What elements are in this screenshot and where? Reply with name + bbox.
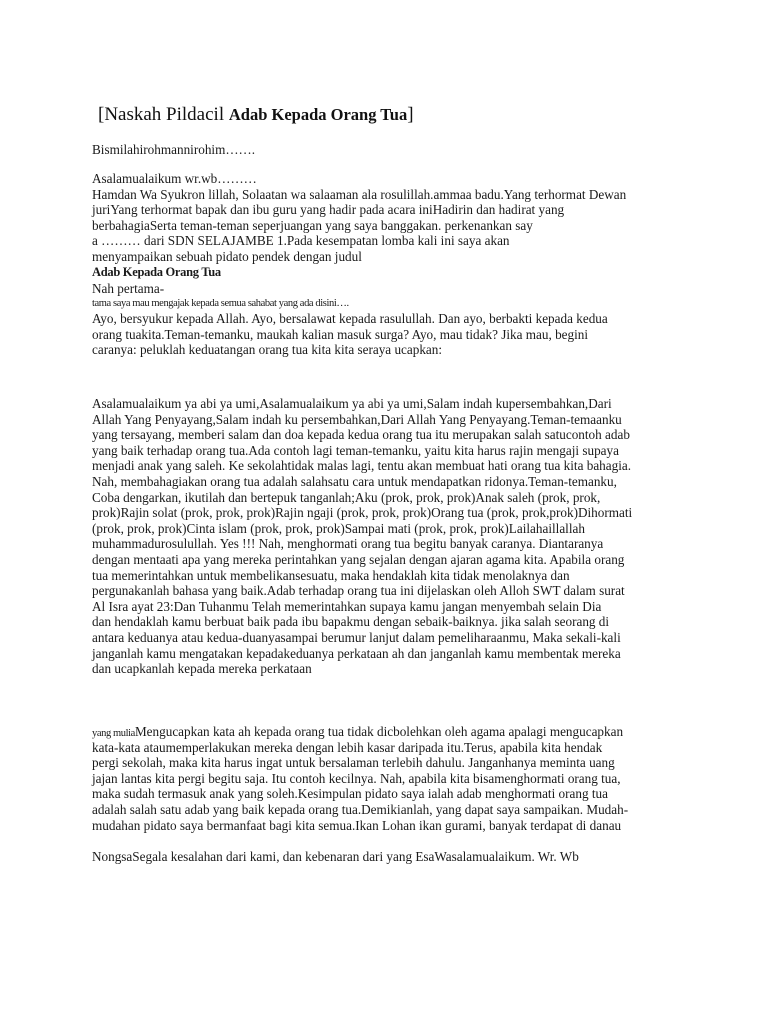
- paragraph-line: caranya: peluklah keduatangan orang tua kita kita seraya ucapkan:: [92, 342, 443, 358]
- paragraph-line: kata-kata ataumemperlakukan mereka dengan lebih kasar daripada itu.Terus, apabila kita hendak: [92, 739, 603, 755]
- paragraph-line: pergunakanlah bahasa yang baik.Adab terhadap orang tua ini dijelaskan oleh Alloh SWT dalam surat: [92, 583, 625, 599]
- title-bold: Adab Kepada Orang Tua: [228, 105, 408, 124]
- paragraph-line: muhammadurosulullah. Yes !!! Nah, menghormati orang tua begitu banyak caranya. Diantaranya: [92, 536, 604, 552]
- paragraph-4: [92, 724, 682, 833]
- title-open: [Naskah Pildacil: [98, 104, 229, 125]
- paragraph-line: adalah salah satu adab yang baik kepada orang tua.Demikianlah, yang dapat saya sampaikan. Mudah-: [92, 801, 629, 817]
- greeting-block: [92, 142, 682, 158]
- paragraph-line: dan ucapkanlah kepada mereka perkataan: [92, 661, 312, 677]
- paragraph-line: Al Isra ayat 23:Dan Tuhanmu Telah memerintahkan supaya kamu jangan menyembah selain Dia: [92, 598, 602, 614]
- paragraph-line: (prok, prok, prok)Cinta islam (prok, prok, prok)Sampai mati (prok, prok, prok)Lailahaillallah: [92, 520, 585, 536]
- paragraph-line: Allah Yang Penyayang,Salam indah ku persembahkan,Dari Allah Yang Penyayang.Teman-temaanku: [92, 411, 622, 427]
- paragraph-line: yang baik terhadap orang tua.Ada contoh lagi teman-temanku, yaitu kita harus rajin mengaji supaya: [92, 442, 619, 458]
- paragraph-line: orang tuakita.Teman-temanku, maukah kalian masuk surga? Ayo, mau tidak? Jika mau, begini: [92, 326, 589, 342]
- paragraph-line: dan hendaklah kamu berbuat baik pada ibu bapakmu dengan sebaik-baiknya. jika salah seorang di: [92, 614, 610, 630]
- paragraph-3: [92, 396, 682, 677]
- small-prefix: yang mulia: [92, 728, 135, 739]
- paragraph-line: menjadi anak yang saleh. Ke sekolahtidak malas lagi, tentu akan membuat hati orang tua kita bahagia.: [92, 458, 632, 474]
- small-text-line: tama saya mau mengajak kepada semua sahabat yang ada disini….: [92, 298, 349, 310]
- document-title: [98, 104, 414, 126]
- paragraph-line: janganlah kamu mengatakan kepadakeduanya perkataan ah dan janganlah kamu membentak mereka: [92, 645, 621, 661]
- intro-line: a ……… dari SDN SELAJAMBE 1.Pada kesempatan lomba kali ini saya akan: [92, 233, 510, 249]
- subtitle-block: [92, 265, 682, 312]
- paragraph-line: jajan lantas kita pergi begitu saja. Itu contoh kecilnya. Nah, apabila kita bisamenghormati orang tua,: [92, 770, 621, 786]
- paragraph-2: [92, 311, 682, 358]
- paragraph-line: mudahan pidato saya bermanfaat bagi kita semua.Ikan Lohan ikan gurami, banyak terdapat di danau: [92, 817, 622, 833]
- intro-line: Hamdan Wa Syukron lillah, Solaatan wa salaaman ala rosulillah.ammaa badu.Yang terhormat Dewan: [92, 186, 627, 202]
- paragraph-line: maka sudah termasuk anak yang soleh.Kesimpulan pidato saya ialah adab menghormati orang tua: [92, 786, 608, 802]
- paragraph-line: Ayo, bersyukur kepada Allah. Ayo, bersalawat kepada rasulullah. Dan ayo, berbakti kepada kedua: [92, 311, 608, 326]
- title-close: ]: [407, 104, 414, 125]
- paragraph-line: dengan mentaati apa yang mereka perintahkan yang sejalan dengan ajaran agama kita. Apabila orang: [92, 551, 625, 567]
- intro-line: Asalamualaikum wr.wb………: [92, 171, 257, 186]
- closing-line: NongsaSegala kesalahan dari kami, dan kebenaran dari yang EsaWasalamualaikum. Wr. Wb: [92, 849, 579, 864]
- paragraph-line: [92, 724, 682, 740]
- intro-line: berbahagiaSerta teman-teman seperjuangan yang saya banggakan. perkenankan say: [92, 217, 533, 233]
- intro-line: juriYang terhormat bapak dan ibu guru yang hadir pada acara iniHadirin dan hadirat yang: [92, 202, 565, 218]
- paragraph-line: yang tersayang, memberi salam dan doa kepada kedua orang tua itu merupakan salah satucontoh adab: [92, 427, 630, 443]
- paragraph-line: prok)Rajin solat (prok, prok, prok)Rajin ngaji (prok, prok, prok)Orang tua (prok, prok,prok)Dihormati: [92, 505, 633, 521]
- nah-pertama-line: Nah pertama-: [92, 280, 165, 296]
- paragraph-line: Asalamualaikum ya abi ya umi,Asalamualaikum ya abi ya umi,Salam indah kupersembahkan,Dari: [92, 396, 612, 411]
- paragraph-line: Nah, membahagiakan orang tua adalah salahsatu cara untuk mendapatkan ridonya.Teman-temanku,: [92, 473, 617, 489]
- closing-block: [92, 849, 682, 865]
- greeting-line: Bismilahirohmannirohim…….: [92, 142, 256, 157]
- paragraph-line: pergi sekolah, maka kita harus ingat untuk bersalaman terlebih dahulu. Janganhanya meminta uang: [92, 755, 615, 771]
- line-rest: Mengucapkan kata ah kepada orang tua tidak dicbolehkan oleh agama apalagi mengucapkan: [134, 724, 624, 739]
- intro-line: menyampaikan sebuah pidato pendek dengan judul: [92, 248, 362, 264]
- intro-paragraph: [92, 171, 682, 265]
- speech-subtitle: Adab Kepada Orang Tua: [92, 265, 221, 279]
- paragraph-line: tua memerintahkan untuk membelikansesuatu, maka hendaklah kita tidak menolaknya dan: [92, 567, 570, 583]
- paragraph-line: Coba dengarkan, ikutilah dan bertepuk tanganlah;Aku (prok, prok, prok)Anak saleh (prok, prok,: [92, 489, 601, 505]
- paragraph-line: antara keduanya atau kedua-duanyasampai berumur lanjut dalam pemeliharaanmu, Maka sekali-kali: [92, 629, 621, 645]
